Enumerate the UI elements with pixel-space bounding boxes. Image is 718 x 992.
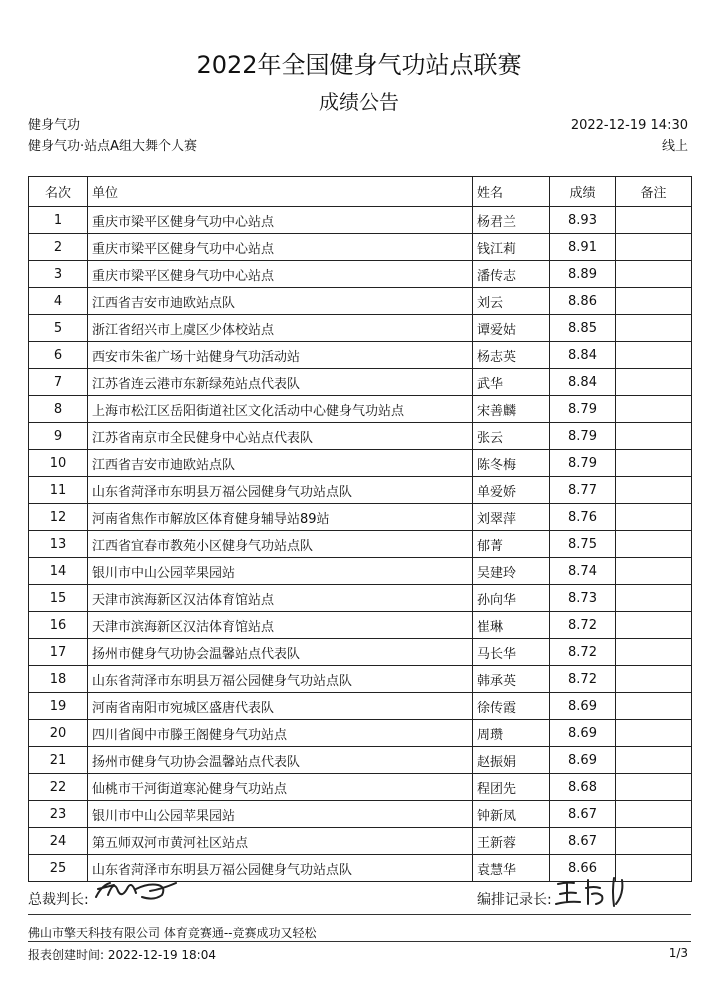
cell-unit: 西安市朱雀广场十站健身气功活动站 xyxy=(88,342,473,369)
cell-name: 武华 xyxy=(473,369,550,396)
cell-note xyxy=(616,207,692,234)
table-row xyxy=(29,666,692,693)
table-row xyxy=(29,531,692,558)
cell-score: 8.74 xyxy=(550,558,616,585)
table-row xyxy=(29,612,692,639)
cell-score: 8.85 xyxy=(550,315,616,342)
cell-name: 谭爱姑 xyxy=(473,315,550,342)
cell-rank: 21 xyxy=(29,747,88,774)
cell-note xyxy=(616,504,692,531)
footer-divider-top xyxy=(28,914,691,915)
table-row xyxy=(29,261,692,288)
cell-rank: 20 xyxy=(29,720,88,747)
table-row xyxy=(29,693,692,720)
cell-name: 韩承英 xyxy=(473,666,550,693)
cell-score: 8.67 xyxy=(550,828,616,855)
cell-note xyxy=(616,396,692,423)
company-footer: 佛山市擎天科技有限公司 体育竞赛通--竞赛成功又轻松 xyxy=(28,926,317,940)
table-row xyxy=(29,369,692,396)
cell-rank: 14 xyxy=(29,558,88,585)
cell-score: 8.67 xyxy=(550,801,616,828)
cell-rank: 19 xyxy=(29,693,88,720)
cell-unit: 天津市滨海新区汉沽体育馆站点 xyxy=(88,612,473,639)
cell-rank: 4 xyxy=(29,288,88,315)
cell-note xyxy=(616,423,692,450)
cell-score: 8.79 xyxy=(550,423,616,450)
cell-rank: 8 xyxy=(29,396,88,423)
cell-unit: 第五师双河市黄河社区站点 xyxy=(88,828,473,855)
cell-note xyxy=(616,828,692,855)
cell-unit: 四川省阆中市滕王阁健身气功站点 xyxy=(88,720,473,747)
table-row xyxy=(29,828,692,855)
col-header-unit: 单位 xyxy=(88,177,473,207)
cell-name: 杨君兰 xyxy=(473,207,550,234)
cell-note xyxy=(616,666,692,693)
cell-name: 张云 xyxy=(473,423,550,450)
cell-rank: 16 xyxy=(29,612,88,639)
table-header-row xyxy=(29,177,692,207)
cell-name: 孙向华 xyxy=(473,585,550,612)
chief-judge-label: 总裁判长: xyxy=(28,892,89,908)
cell-score: 8.84 xyxy=(550,342,616,369)
cell-name: 宋善麟 xyxy=(473,396,550,423)
cell-unit: 浙江省绍兴市上虞区少体校站点 xyxy=(88,315,473,342)
cell-score: 8.66 xyxy=(550,855,616,882)
cell-unit: 山东省菏泽市东明县万福公园健身气功站点队 xyxy=(88,477,473,504)
cell-note xyxy=(616,747,692,774)
table-row xyxy=(29,720,692,747)
cell-rank: 13 xyxy=(29,531,88,558)
cell-note xyxy=(616,801,692,828)
datetime-label: 2022-12-19 14:30 xyxy=(570,118,688,133)
cell-name: 刘云 xyxy=(473,288,550,315)
cell-unit: 银川市中山公园苹果园站 xyxy=(88,558,473,585)
cell-note xyxy=(616,261,692,288)
recorder-label: 编排记录长: xyxy=(477,892,552,908)
cell-note xyxy=(616,558,692,585)
table-row xyxy=(29,774,692,801)
table-row xyxy=(29,477,692,504)
footer-divider-bottom xyxy=(28,941,691,942)
created-time: 报表创建时间: 2022-12-19 18:04 xyxy=(28,948,216,962)
cell-name: 马长华 xyxy=(473,639,550,666)
cell-unit: 扬州市健身气功协会温馨站点代表队 xyxy=(88,639,473,666)
table-row xyxy=(29,234,692,261)
cell-note xyxy=(616,315,692,342)
cell-score: 8.72 xyxy=(550,666,616,693)
cell-score: 8.73 xyxy=(550,585,616,612)
cell-score: 8.69 xyxy=(550,747,616,774)
cell-note xyxy=(616,720,692,747)
cell-name: 钟新凤 xyxy=(473,801,550,828)
cell-rank: 24 xyxy=(29,828,88,855)
cell-name: 刘翠萍 xyxy=(473,504,550,531)
col-header-note: 备注 xyxy=(616,177,692,207)
cell-rank: 1 xyxy=(29,207,88,234)
cell-rank: 25 xyxy=(29,855,88,882)
col-header-score: 成绩 xyxy=(550,177,616,207)
cell-unit: 扬州市健身气功协会温馨站点代表队 xyxy=(88,747,473,774)
recorder-signature xyxy=(552,874,636,910)
cell-name: 程团先 xyxy=(473,774,550,801)
page-subtitle: 成绩公告 xyxy=(319,90,399,114)
cell-name: 崔琳 xyxy=(473,612,550,639)
cell-rank: 3 xyxy=(29,261,88,288)
cell-score: 8.72 xyxy=(550,612,616,639)
cell-score: 8.75 xyxy=(550,531,616,558)
table-row xyxy=(29,396,692,423)
table-row xyxy=(29,288,692,315)
cell-unit: 重庆市梁平区健身气功中心站点 xyxy=(88,261,473,288)
cell-score: 8.76 xyxy=(550,504,616,531)
cell-rank: 6 xyxy=(29,342,88,369)
location-label: 线上 xyxy=(661,139,688,154)
cell-name: 王新蓉 xyxy=(473,828,550,855)
page-number: 1/3 xyxy=(668,946,688,960)
cell-note xyxy=(616,234,692,261)
cell-note xyxy=(616,585,692,612)
cell-unit: 上海市松江区岳阳街道社区文化活动中心健身气功站点 xyxy=(88,396,473,423)
cell-unit: 江西省宜春市教苑小区健身气功站点队 xyxy=(88,531,473,558)
cell-name: 吴建玲 xyxy=(473,558,550,585)
table-row xyxy=(29,504,692,531)
cell-rank: 18 xyxy=(29,666,88,693)
cell-score: 8.77 xyxy=(550,477,616,504)
cell-unit: 银川市中山公园苹果园站 xyxy=(88,801,473,828)
cell-name: 钱江莉 xyxy=(473,234,550,261)
cell-rank: 17 xyxy=(29,639,88,666)
cell-note xyxy=(616,774,692,801)
cell-rank: 23 xyxy=(29,801,88,828)
cell-note xyxy=(616,477,692,504)
category-label: 健身气功 xyxy=(28,118,81,133)
cell-note xyxy=(616,693,692,720)
table-row xyxy=(29,639,692,666)
cell-name: 徐传霞 xyxy=(473,693,550,720)
cell-unit: 河南省焦作市解放区体育健身辅导站89站 xyxy=(88,504,473,531)
cell-score: 8.68 xyxy=(550,774,616,801)
table-row xyxy=(29,747,692,774)
cell-unit: 河南省南阳市宛城区盛唐代表队 xyxy=(88,693,473,720)
cell-score: 8.72 xyxy=(550,639,616,666)
cell-rank: 7 xyxy=(29,369,88,396)
cell-rank: 9 xyxy=(29,423,88,450)
chief-judge-signature xyxy=(92,875,184,905)
cell-score: 8.93 xyxy=(550,207,616,234)
cell-score: 8.69 xyxy=(550,693,616,720)
cell-note xyxy=(616,369,692,396)
cell-unit: 山东省菏泽市东明县万福公园健身气功站点队 xyxy=(88,855,473,882)
cell-rank: 11 xyxy=(29,477,88,504)
results-table xyxy=(28,176,692,882)
cell-note xyxy=(616,342,692,369)
table-row xyxy=(29,207,692,234)
cell-note xyxy=(616,450,692,477)
cell-score: 8.86 xyxy=(550,288,616,315)
cell-unit: 江西省吉安市迪欧站点队 xyxy=(88,450,473,477)
cell-note xyxy=(616,288,692,315)
table-row xyxy=(29,450,692,477)
cell-unit: 重庆市梁平区健身气功中心站点 xyxy=(88,207,473,234)
cell-name: 陈冬梅 xyxy=(473,450,550,477)
event-label: 健身气功·站点A组大舞个人赛 xyxy=(28,139,198,154)
cell-rank: 5 xyxy=(29,315,88,342)
col-header-name: 姓名 xyxy=(473,177,550,207)
cell-name: 周瓒 xyxy=(473,720,550,747)
cell-unit: 江西省吉安市迪欧站点队 xyxy=(88,288,473,315)
table-row xyxy=(29,801,692,828)
cell-unit: 江苏省南京市全民健身中心站点代表队 xyxy=(88,423,473,450)
cell-rank: 22 xyxy=(29,774,88,801)
cell-rank: 2 xyxy=(29,234,88,261)
cell-score: 8.89 xyxy=(550,261,616,288)
cell-score: 8.84 xyxy=(550,369,616,396)
table-row xyxy=(29,423,692,450)
cell-name: 郁菁 xyxy=(473,531,550,558)
table-row xyxy=(29,585,692,612)
col-header-rank: 名次 xyxy=(29,177,88,207)
cell-rank: 10 xyxy=(29,450,88,477)
cell-score: 8.69 xyxy=(550,720,616,747)
cell-score: 8.79 xyxy=(550,450,616,477)
cell-note xyxy=(616,531,692,558)
cell-rank: 12 xyxy=(29,504,88,531)
cell-note xyxy=(616,612,692,639)
table-row xyxy=(29,342,692,369)
cell-unit: 山东省菏泽市东明县万福公园健身气功站点队 xyxy=(88,666,473,693)
cell-name: 单爱娇 xyxy=(473,477,550,504)
cell-note xyxy=(616,639,692,666)
cell-score: 8.79 xyxy=(550,396,616,423)
cell-unit: 江苏省连云港市东新绿苑站点代表队 xyxy=(88,369,473,396)
cell-unit: 重庆市梁平区健身气功中心站点 xyxy=(88,234,473,261)
cell-name: 杨志英 xyxy=(473,342,550,369)
cell-name: 潘传志 xyxy=(473,261,550,288)
table-row xyxy=(29,315,692,342)
cell-unit: 仙桃市干河街道寒沁健身气功站点 xyxy=(88,774,473,801)
table-row xyxy=(29,558,692,585)
cell-name: 赵振娟 xyxy=(473,747,550,774)
page-title: 2022年全国健身气功站点联赛 xyxy=(196,51,522,79)
cell-unit: 天津市滨海新区汉沽体育馆站点 xyxy=(88,585,473,612)
cell-score: 8.91 xyxy=(550,234,616,261)
cell-name: 袁慧华 xyxy=(473,855,550,882)
cell-rank: 15 xyxy=(29,585,88,612)
